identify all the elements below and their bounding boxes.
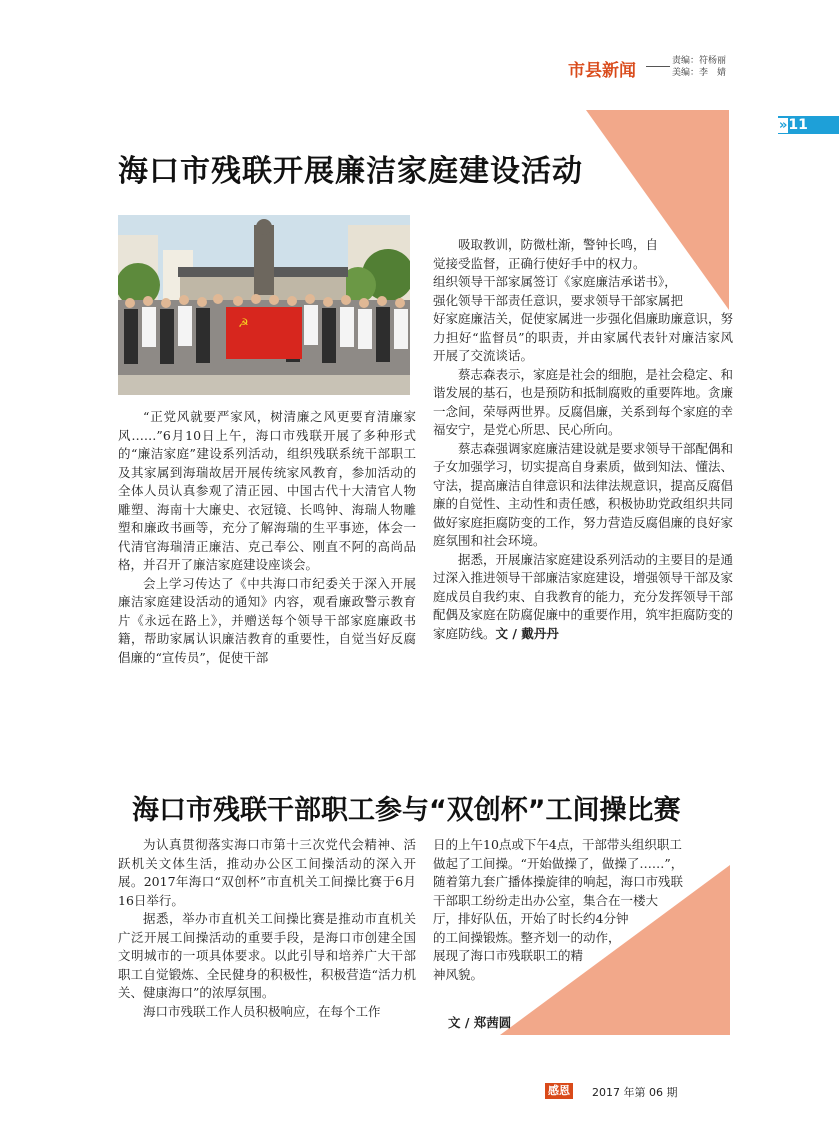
- article2-line: 神风貌。: [433, 966, 484, 982]
- article1-line: 强化领导干部责任意识，要求领导干部家属把: [433, 292, 684, 308]
- article1-right-mid: [433, 273, 708, 310]
- article1-title: 海口市残联开展廉洁家庭建设活动: [118, 154, 583, 189]
- article2-line: 展现了海口市残联职工的精: [433, 948, 584, 963]
- group-photo-image: [118, 215, 410, 395]
- article1-line: 吸取教训，防微杜渐，警钟长鸣，自: [458, 237, 659, 252]
- article2-paragraph: 据悉，举办市直机关工间操比赛是推动市直机关广泛开展工间操活动的重要手段，是海口市创建全国文明城市的一项具体要求。以此引导和培养广大干部职工自觉锻炼、全民健身的积极性，积极营造“活力机关、健康海口”的浓厚氛围。: [118, 911, 416, 1000]
- magazine-logo: 感恩: [545, 1083, 573, 1099]
- editor-line: 责编：符杨丽: [672, 56, 727, 66]
- svg-text:☭: ☭: [238, 316, 249, 330]
- article1-paragraph: [433, 551, 733, 644]
- designer-line: 美编：李 婧: [672, 68, 727, 78]
- section-title: 市县新闻: [568, 61, 636, 81]
- article1-paragraph: “正党风就要严家风，树清廉之风更要育清廉家风……”6月10日上午，海口市残联开展了多种形式的“廉洁家庭”建设系列活动，组织残联系统干部职工及其家属到海瑞故居开展传统家风教育，参加活动的全体人员认真参观了清正园、中国古代十大清官人物雕塑、海南十大廉史、衣冠镜、长鸣钟、海瑞人物雕塑和廉政书画等，充分了解海瑞的生平事迹，体会一代清官海瑞清正廉洁、克己奉公、刚直不阿的高尚品格，并召开了廉洁家庭建设座谈会。: [118, 409, 416, 572]
- article2-paragraph: 海口市残联工作人员积极响应，在每个工作: [143, 1003, 381, 1019]
- group-photo: [118, 215, 410, 395]
- article2-line: 日的上午10点或下午4点，干部带头组织职工: [433, 837, 682, 852]
- page-number: 11: [788, 117, 808, 133]
- article2-line: 随着第九套广播体操旋律的响起，海口市残联: [433, 874, 684, 889]
- article2-line: 厅，排好队伍，开始了时长约4分钟: [433, 911, 629, 926]
- article2-right-column: [433, 836, 733, 984]
- article2-line: 干部职工纷纷走出办公室，集合在一楼大: [433, 892, 659, 908]
- article2-line: 做起了工间操。“开始做操了，做操了……”，: [433, 855, 684, 871]
- article1-left-column: [118, 408, 416, 667]
- issue-number: 2017 年第 06 期: [592, 1086, 678, 1099]
- page-number-tab: [778, 116, 839, 134]
- article2-paragraph: 为认真贯彻落实海口市第十三次党代会精神、活跃机关文体生活，推动办公区工间操活动的深入开展。2017年海口“双创杯”市直机关工间操比赛于6月16日举行。: [118, 837, 416, 908]
- article1-paragraph: 会上学习传达了《中共海口市纪委关于深入开展廉洁家庭建设活动的通知》内容，观看廉政警示教育片《永远在路上》，并赠送每个领导干部家庭廉政书籍，帮助家属认识廉洁教育的重要性，自觉当好反腐倡廉的“宣传员”，促使干部: [118, 575, 416, 665]
- article1-right-column: [433, 236, 733, 643]
- article2-line: 的工间操锻炼。整齐划一的动作，: [433, 929, 621, 945]
- article1-right-top: [433, 236, 673, 273]
- article1-line: 觉接受监督，正确行使好手中的权力。: [433, 255, 646, 271]
- article2-left-column: [118, 836, 416, 1021]
- article1-paragraph: 蔡志森强调家庭廉洁建设就是要求领导干部配偶和子女加强学习，切实提高自身素质，做到知法、懂法、守法，提高廉洁自律意识和法律法规意识，提高反腐倡廉的自觉性、主动性和责任感，积极协助党政组织共同做好家庭拒腐防变的工作，努力营造反腐倡廉的良好家庭氛围和社会环境。: [433, 440, 734, 548]
- article1-paragraph: 蔡志森表示，家庭是社会的细胞，是社会稳定、和谐发展的基石，也是预防和抵制腐败的重要阵地。贪廉一念间，荣辱两世界。反腐倡廉，关系到每个家庭的幸福安宁，是党心所思、民心所向。: [433, 366, 734, 437]
- article1-byline: 文 / 戴丹丹: [495, 625, 559, 641]
- header-divider: [646, 66, 670, 67]
- article2-byline: 文 / 郑茜圆: [448, 1015, 512, 1030]
- article1-paragraph: 好家庭廉洁关，促使家属进一步强化倡廉助廉意识，努力担好“监督员”的职责，并由家属代表针对廉洁家风开展了交流谈话。: [433, 311, 734, 363]
- article2-title: 海口市残联干部职工参与“双创杯”工间操比赛: [132, 795, 681, 826]
- article1-line: 组织领导干部家属签订《家庭廉洁承诺书》，: [433, 274, 677, 289]
- page-arrow-icon: »: [779, 118, 788, 133]
- editor-credits: [672, 55, 726, 79]
- flag-shape: [226, 307, 302, 359]
- article1-last-text: 据悉，开展廉洁家庭建设系列活动的主要目的是通过深入推进领导干部廉洁家庭建设，增强领导干部及家庭成员自我约束、自我教育的能力，充分发挥领导干部配偶及家庭在防腐促廉中的重要作用，筑牢拒腐防变的家庭防线。: [433, 551, 734, 641]
